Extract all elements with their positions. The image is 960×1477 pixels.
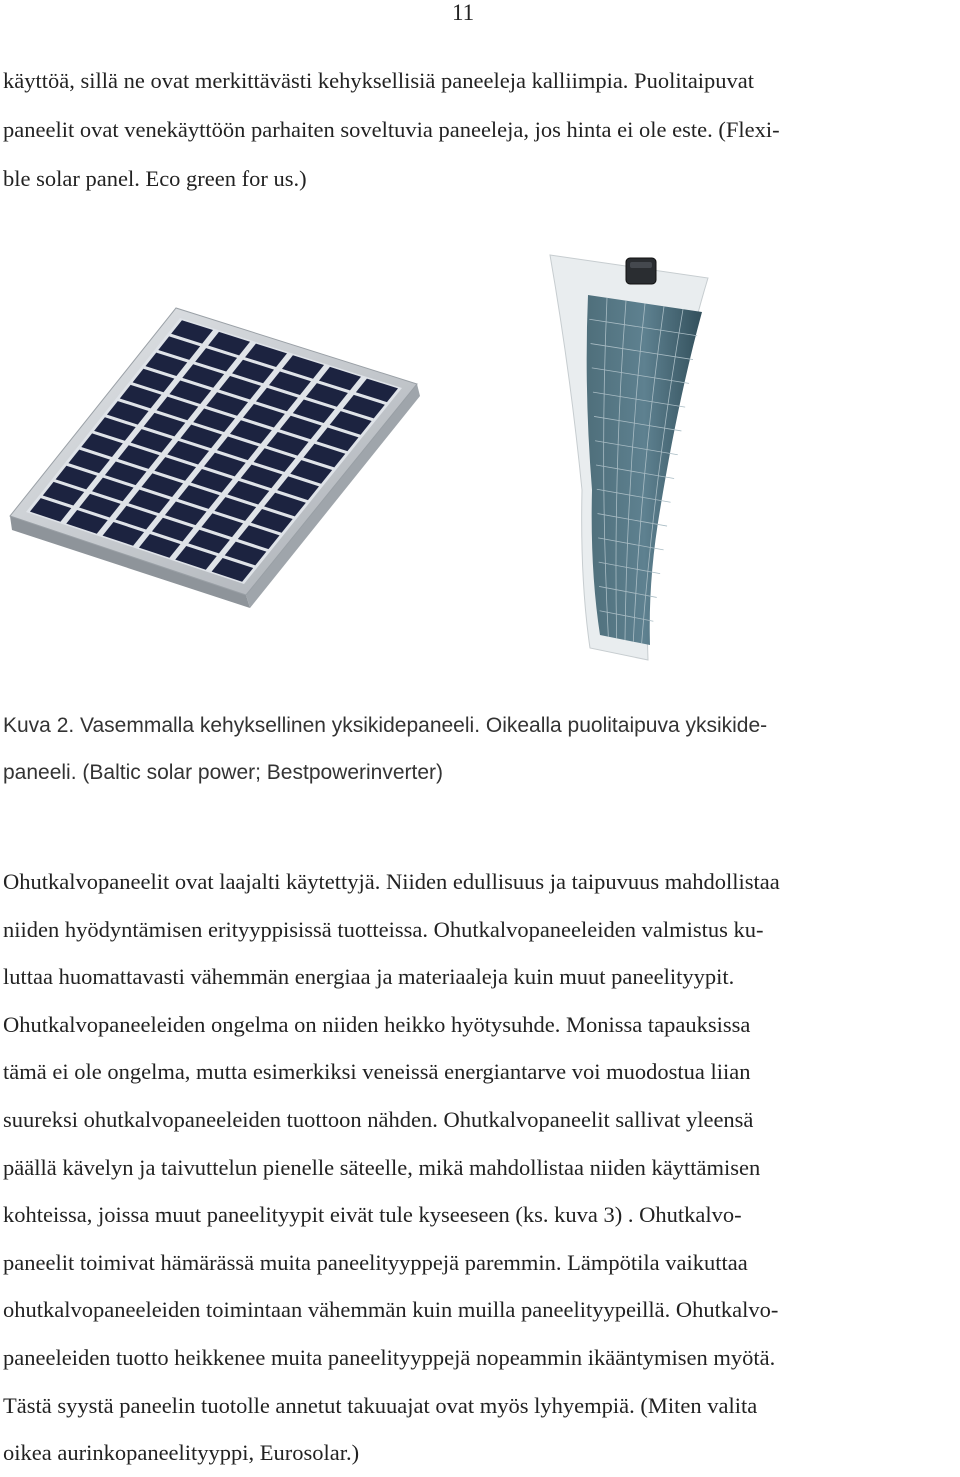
paragraph-1 (3, 56, 957, 203)
text-line: ble solar panel. Eco green for us.) (3, 166, 307, 191)
caption-line: Kuva 2. Vasemmalla kehyksellinen yksikidepaneeli. Oikealla puolitaipuva yksikide- (3, 714, 768, 737)
text-line: oikea aurinkopaneelityyppi, Eurosolar.) (3, 1440, 360, 1466)
text-line: ohutkalvopaneeleiden toimintaan vähemmän kuin muilla paneelityypeillä. Ohutkalvo- (3, 1297, 779, 1323)
page-number: 11 (452, 0, 475, 25)
text-line: päällä kävelyn ja taivuttelun pienelle säteelle, mikä mahdollistaa niiden käyttämisen (3, 1154, 761, 1180)
caption-line: paneeli. (Baltic solar power; Bestpowerinverter) (3, 761, 444, 784)
text-line: Tästä syystä paneelin tuotolle annetut takuuajat ovat myös lyhyempiä. (Miten valita (3, 1392, 758, 1418)
framed-solar-panel-image (0, 288, 420, 610)
text-line: paneelit ovat venekäyttöön parhaiten soveltuvia paneeleja, jos hinta ei ole este. (Flexi- (3, 117, 780, 142)
text-line: niiden hyödyntämisen erityyppisissä tuotteissa. Ohutkalvopaneeleiden valmistus ku- (3, 916, 764, 942)
text-line: Ohutkalvopaneelit ovat laajalti käytettyjä. Niiden edullisuus ja taipuvuus mahdollistaa (3, 869, 780, 894)
flexible-solar-panel-image (540, 250, 755, 665)
text-line: Ohutkalvopaneeleiden ongelma on niiden heikko hyötysuhde. Monissa tapauksissa (3, 1011, 751, 1037)
text-line: paneelit toimivat hämärässä muita paneelityyppejä paremmin. Lämpötila vaikuttaa (3, 1249, 748, 1275)
text-line: tämä ei ole ongelma, mutta esimerkiksi veneissä energiantarve voi muodostua liian (3, 1059, 751, 1085)
text-line: käyttöä, sillä ne ovat merkittävästi kehyksellisiä paneeleja kalliimpia. Puolitaipuvat (3, 68, 755, 93)
junction-box (626, 258, 656, 284)
text-line: luttaa huomattavasti vähemmän energiaa ja materiaaleja kuin muut paneelityypit. (3, 964, 735, 990)
paragraph-2 (3, 858, 957, 1477)
text-line: suureksi ohutkalvopaneeleiden tuottoon nähden. Ohutkalvopaneelit sallivat yleensä (3, 1106, 754, 1132)
text-line: kohteissa, joissa muut paneelityypit eivät tule kyseeseen (ks. kuva 3) . Ohutkalvo- (3, 1202, 742, 1228)
figure-caption (3, 702, 957, 796)
text-line: paneeleiden tuotto heikkenee muita paneelityyppejä nopeammin ikääntymisen myötä. (3, 1344, 776, 1370)
